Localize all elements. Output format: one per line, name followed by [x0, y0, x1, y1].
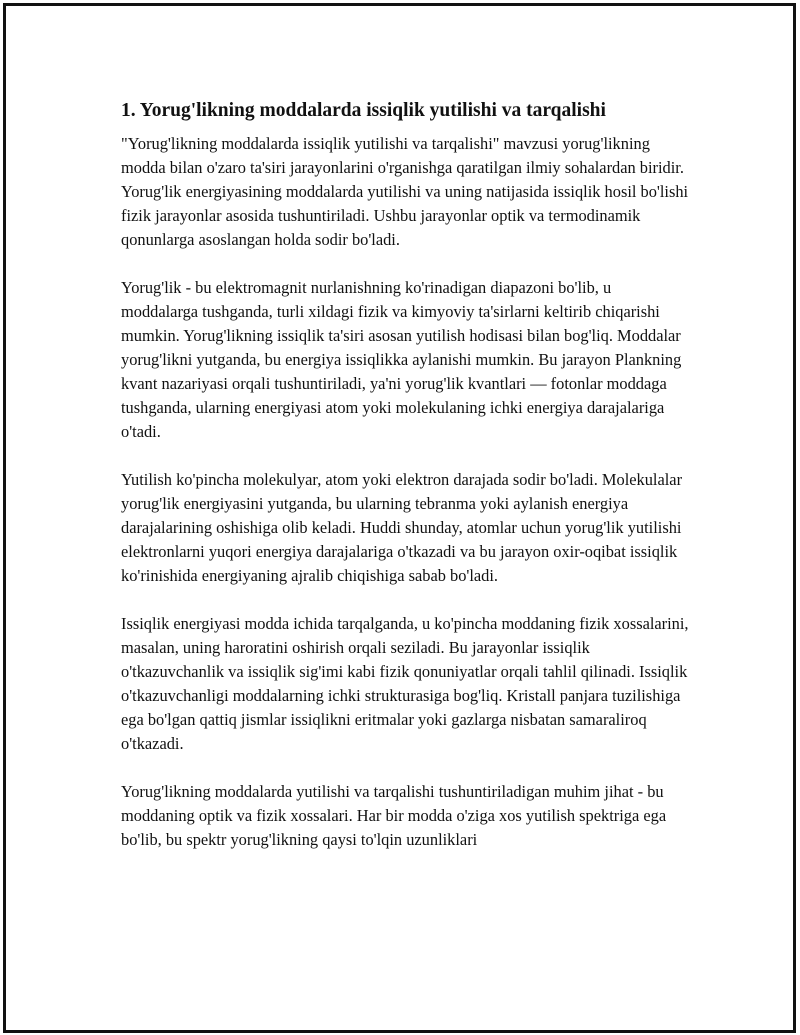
- paragraph-2: Yorug'lik - bu elektromagnit nurlanishning ko'rinadigan diapazoni bo'lib, u moddalarga tushganda, turli xildagi fizik va kimyoviy ta'sirlarni keltirib chiqarishi mumkin. Yorug'likning issiqlik ta'siri asosan yutilish hodisasi bilan bog'liq. Moddalar yorug'likni yutganda, bu energiya issiqlikka aylanishi mumkin. Bu jarayon Plankning kvant nazariyasi orqali tushuntiriladi, ya'ni yorug'lik kvantlari — fotonlar moddaga tushganda, ularning energiyasi atom yoki molekulaning ichki energiya darajalariga o'tadi.: [121, 278, 682, 441]
- paragraph-3: Yutilish ko'pincha molekulyar, atom yoki elektron darajada sodir bo'ladi. Molekulalar yorug'lik energiyasini yutganda, bu ularning tebranma yoki aylanish energiya darajalarining oshishiga olib keladi. Huddi shunday, atomlar uchun yorug'lik yutilishi elektronlarni yuqori energiya darajalariga o'tkazadi va bu jarayon oxir-oqibat issiqlik ko'rinishida energiyaning ajralib chiqishiga sabab bo'ladi.: [121, 470, 683, 585]
- paragraph-1: "Yorug'likning moddalarda issiqlik yutilishi va tarqalishi" mavzusi yorug'likning modda bilan o'zaro ta'siri jarayonlarini o'rganishga qaratilgan ilmiy sohalardan biridir. Yorug'lik energiyasining moddalarda yutilishi va uning natijasida issiqlik hosil bo'lishi fizik jarayonlar asosida tushuntiriladi. Ushbu jarayonlar optik va termodinamik qonunlarga asoslangan holda sodir bo'ladi.: [121, 134, 689, 249]
- page-frame: [3, 3, 796, 1033]
- paragraph-4: Issiqlik energiyasi modda ichida tarqalganda, u ko'pincha moddaning fizik xossalarini, masalan, uning haroratini oshirish orqali seziladi. Bu jarayonlar issiqlik o'tkazuvchanlik va issiqlik sig'imi kabi fizik qonuniyatlar orqali tahlil qilinadi. Issiqlik o'tkazuvchanligi moddalarning ichki strukturasiga bog'liq. Kristall panjara tuzilishiga ega bo'lgan qattiq jismlar issiqlikni eritmalar yoki gazlarga nisbatan samaraliroq o'tkazadi.: [121, 614, 689, 753]
- paragraph-5: Yorug'likning moddalarda yutilishi va tarqalishi tushuntiriladigan muhim jihat - bu moddaning optik va fizik xossalari. Har bir modda o'ziga xos yutilish spektriga ega bo'lib, bu spektr yorug'likning qaysi to'lqin uzunliklari: [121, 782, 667, 849]
- document-body: [121, 98, 691, 876]
- section-heading: 1. Yorug'likning moddalarda issiqlik yutilishi va tarqalishi: [121, 100, 606, 121]
